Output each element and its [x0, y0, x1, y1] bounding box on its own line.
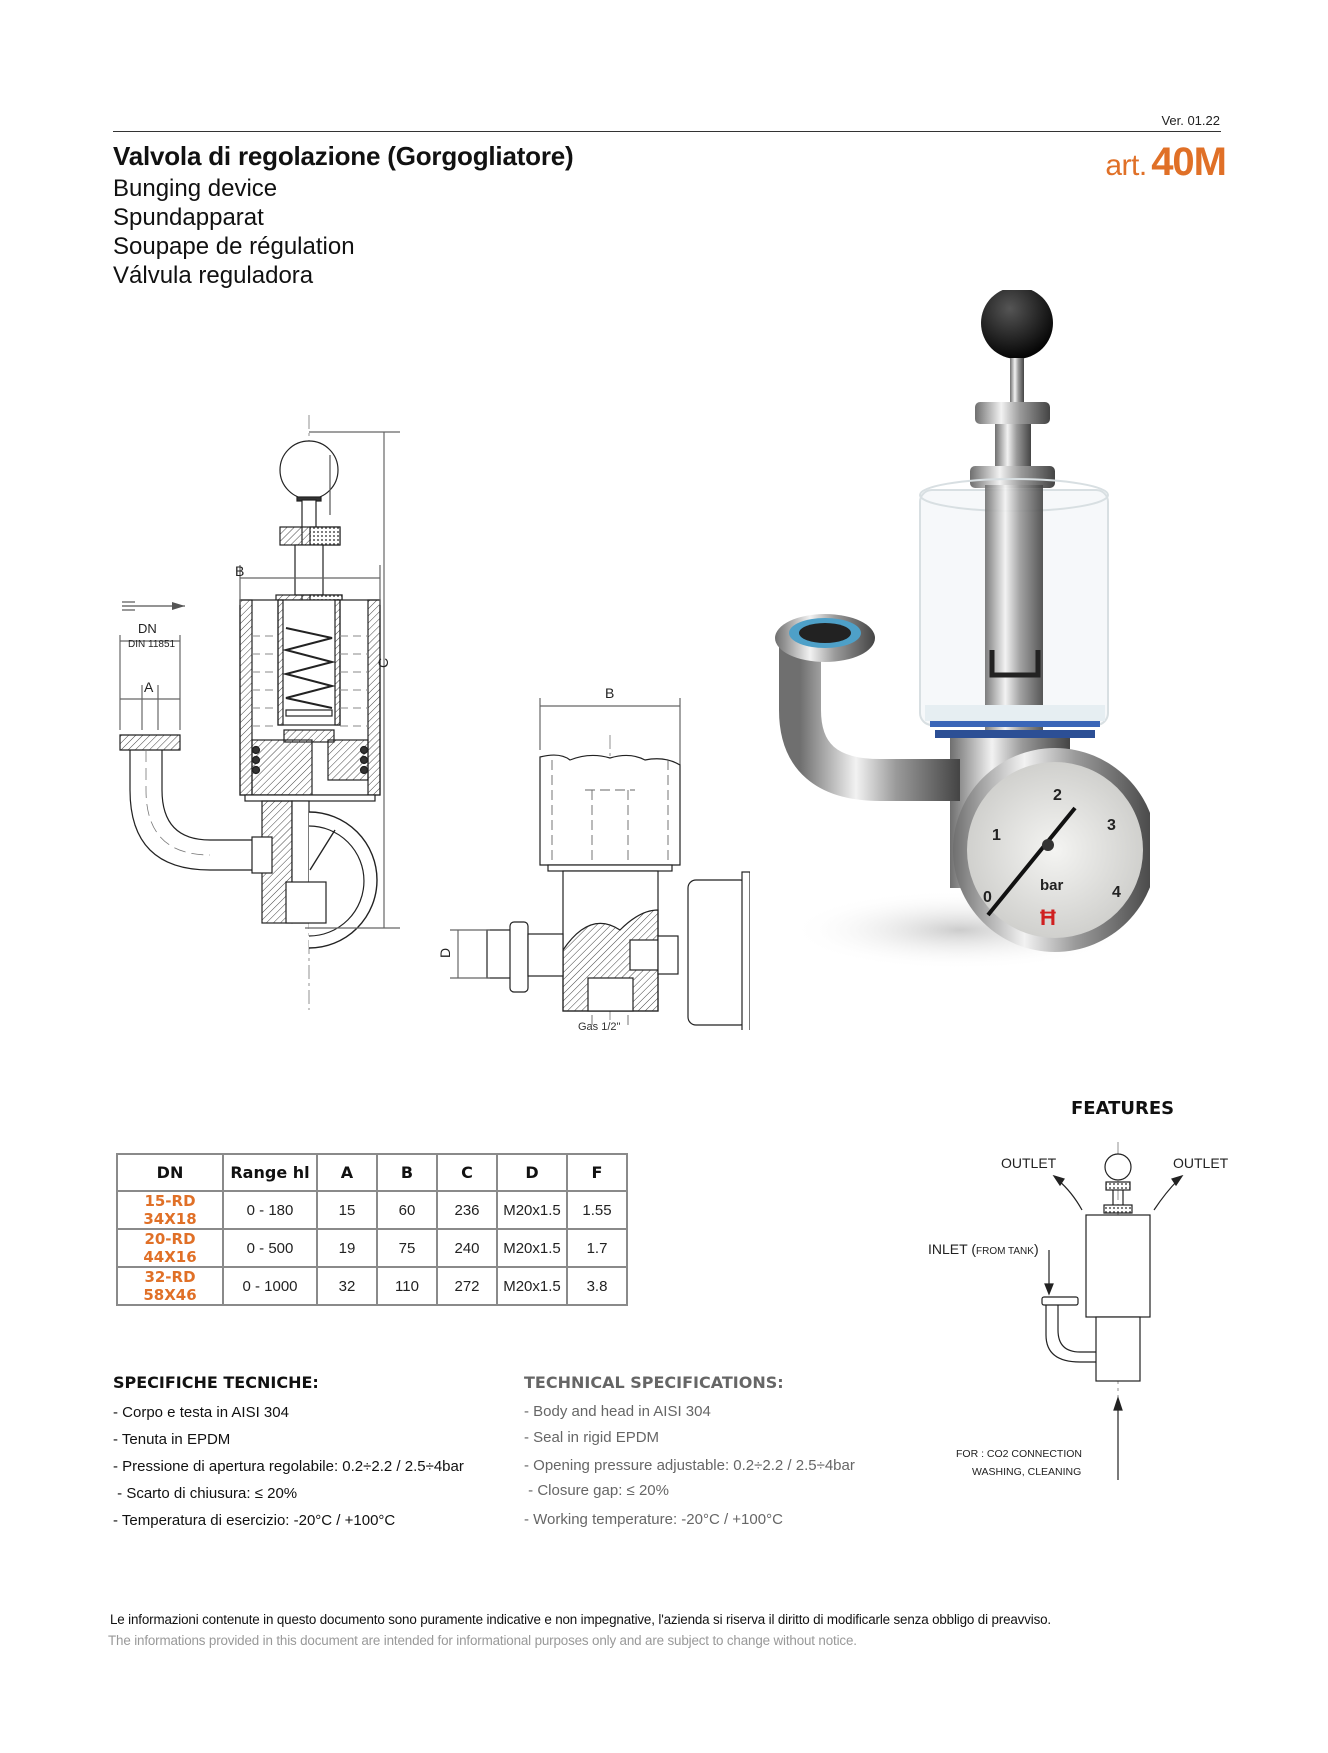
cell-range: 0 - 180	[223, 1191, 317, 1229]
col-range: Range hl	[223, 1154, 317, 1191]
col-b: B	[377, 1154, 437, 1191]
cell-b: 60	[377, 1191, 437, 1229]
spec-it-item: - Corpo e testa in AISI 304	[113, 1404, 289, 1421]
for-washing-label: WASHING, CLEANING	[972, 1466, 1082, 1478]
table-row	[117, 1191, 627, 1229]
product-photo	[770, 290, 1150, 1030]
cell-f: 1.55	[567, 1191, 627, 1229]
col-f: F	[567, 1154, 627, 1191]
disclaimer-it: Le informazioni contenute in questo documento sono puramente indicative e non impegnative, l'azienda si riserva il diritto di modificarle senza obbligo di preavviso.	[110, 1612, 1051, 1627]
cell-a: 15	[317, 1191, 377, 1229]
subtitle-fr: Soupape de régulation	[113, 233, 355, 260]
knob	[981, 290, 1053, 359]
table-header-row	[117, 1154, 627, 1191]
spec-en-item: - Seal in rigid EPDM	[524, 1429, 660, 1446]
gauge-tick-4: 4	[1112, 884, 1121, 901]
cell-c: 236	[437, 1191, 497, 1229]
spec-it-item: - Temperatura di esercizio: -20°C / +100°C	[113, 1512, 396, 1529]
header-rule	[113, 131, 1221, 132]
dimensions-table	[116, 1153, 628, 1306]
cell-dn: 15-RD 34X18	[117, 1191, 223, 1229]
article-prefix: art.	[1105, 149, 1147, 182]
spec-en-item: - Closure gap: ≤ 20%	[524, 1482, 669, 1499]
side-view-drawing	[430, 660, 750, 1030]
gauge-tick-0: 0	[983, 889, 992, 906]
cell-b: 110	[377, 1267, 437, 1305]
table-row	[117, 1267, 627, 1305]
dim-a-label: A	[144, 679, 154, 695]
cell-d: M20x1.5	[497, 1191, 567, 1229]
outlet-right-label: OUTLET	[1173, 1155, 1229, 1171]
cell-a: 19	[317, 1229, 377, 1267]
features-diagram	[1020, 1130, 1220, 1490]
cell-f: 1.7	[567, 1229, 627, 1267]
dim-d-label: D	[437, 947, 453, 958]
cell-range: 0 - 500	[223, 1229, 317, 1267]
gauge-tick-2: 2	[1053, 787, 1062, 804]
features-title: FEATURES	[1071, 1098, 1175, 1119]
din-label: DIN 11851	[128, 639, 176, 650]
cell-range: 0 - 1000	[223, 1267, 317, 1305]
gauge-tick-3: 3	[1107, 817, 1116, 834]
dim-b-label: B	[605, 685, 615, 701]
cell-d: M20x1.5	[497, 1267, 567, 1305]
inlet-label: INLET (FROM TANK)	[928, 1241, 1039, 1257]
col-c: C	[437, 1154, 497, 1191]
for-connection-label: FOR : CO2 CONNECTION	[956, 1448, 1083, 1460]
outlet-left-label: OUTLET	[1001, 1155, 1057, 1171]
cell-c: 272	[437, 1267, 497, 1305]
brand-logo: Ħ	[1040, 905, 1056, 930]
cell-f: 3.8	[567, 1267, 627, 1305]
spec-en-item: - Opening pressure adjustable: 0.2÷2.2 / 2.5÷4bar	[524, 1457, 855, 1474]
spec-it-item: - Pressione di apertura regolabile: 0.2÷2.2 / 2.5÷4bar	[113, 1458, 464, 1475]
dim-c-label: C	[375, 657, 391, 668]
specs-en-heading: TECHNICAL SPECIFICATIONS:	[524, 1373, 784, 1392]
article-number: 40M	[1151, 140, 1226, 184]
col-a: A	[317, 1154, 377, 1191]
version-label: Ver. 01.22	[1161, 113, 1220, 128]
dim-dn-label: DN	[138, 621, 157, 636]
front-section-drawing	[100, 410, 440, 1020]
disclaimer-en: The informations provided in this document are intended for informational purposes only and are subject to change without notice.	[108, 1633, 857, 1648]
dim-b-label: B	[235, 563, 245, 579]
subtitle-en: Bunging device	[113, 175, 278, 202]
cell-d: M20x1.5	[497, 1229, 567, 1267]
page-title: Valvola di regolazione (Gorgogliatore)	[113, 141, 574, 171]
spec-it-item: - Tenuta in EPDM	[113, 1431, 231, 1448]
cell-c: 240	[437, 1229, 497, 1267]
cell-a: 32	[317, 1267, 377, 1305]
cell-dn: 32-RD 58X46	[117, 1267, 223, 1305]
gas-label: Gas 1/2"	[578, 1021, 621, 1030]
gauge-tick-1: 1	[992, 827, 1001, 844]
gauge-unit: bar	[1040, 877, 1064, 894]
table-row	[117, 1229, 627, 1267]
subtitle-de: Spundapparat	[113, 204, 264, 231]
spec-en-item: - Body and head in AISI 304	[524, 1403, 711, 1420]
cell-dn: 20-RD 44X16	[117, 1229, 223, 1267]
subtitle-es: Válvula reguladora	[113, 262, 314, 289]
article-code	[1105, 140, 1226, 185]
spec-en-item: - Working temperature: -20°C / +100°C	[524, 1511, 783, 1528]
col-dn: DN	[117, 1154, 223, 1191]
specs-it-heading: SPECIFICHE TECNICHE:	[113, 1373, 319, 1392]
col-d: D	[497, 1154, 567, 1191]
spec-it-item: - Scarto di chiusura: ≤ 20%	[113, 1485, 298, 1502]
cell-b: 75	[377, 1229, 437, 1267]
